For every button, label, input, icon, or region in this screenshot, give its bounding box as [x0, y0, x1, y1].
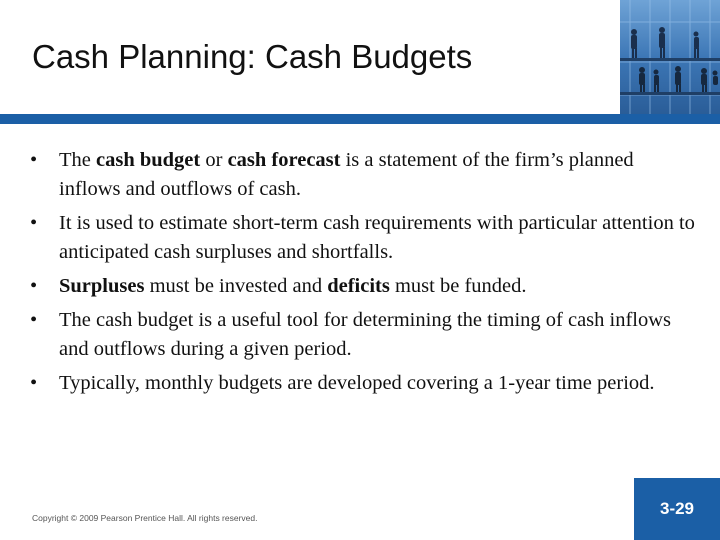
bullet-emphasis: cash forecast [227, 149, 341, 171]
page-number: 3-29 [659, 499, 695, 518]
bullet-text: Typically, monthly budgets are developed covering a 1-year time period. [59, 372, 655, 394]
page-number-badge [634, 478, 720, 540]
bullet-text: must be funded. [389, 275, 527, 297]
bullet-item [30, 369, 700, 398]
bullet-item [30, 272, 700, 301]
bullet-marker: • [30, 372, 38, 394]
bullet-text: The [59, 149, 96, 171]
bullet-marker: • [30, 309, 38, 331]
bullet-text: must be invested and [144, 275, 328, 297]
header-photo [620, 0, 720, 114]
bullet-item [30, 306, 700, 364]
bullet-text: or [200, 149, 228, 171]
bullet-text: The cash budget is a useful tool for determining the timing of cash inflows and outflows during a given period. [59, 309, 672, 360]
bullet-text: is a statement of the firm’s planned inflows and outflows of cash. [59, 149, 634, 200]
bullet-item [30, 209, 700, 267]
bullet-item [30, 146, 700, 204]
copyright-notice: Copyright © 2009 Pearson Prentice Hall. All rights reserved. [32, 513, 258, 523]
bullet-emphasis: cash budget [96, 149, 201, 171]
bullet-emphasis: deficits [327, 275, 390, 297]
bullet-list [30, 146, 700, 403]
header-divider-bar [0, 114, 720, 124]
bullet-marker: • [30, 275, 38, 297]
building-silhouette-image [620, 0, 720, 114]
bullet-marker: • [30, 149, 38, 171]
bullet-marker: • [30, 212, 38, 234]
slide-title: Cash Planning: Cash Budgets [32, 38, 473, 75]
bullet-text: It is used to estimate short-term cash requirements with particular attention to anticipated cash surpluses and shortfalls. [59, 212, 695, 263]
bullet-emphasis: Surpluses [59, 275, 145, 297]
